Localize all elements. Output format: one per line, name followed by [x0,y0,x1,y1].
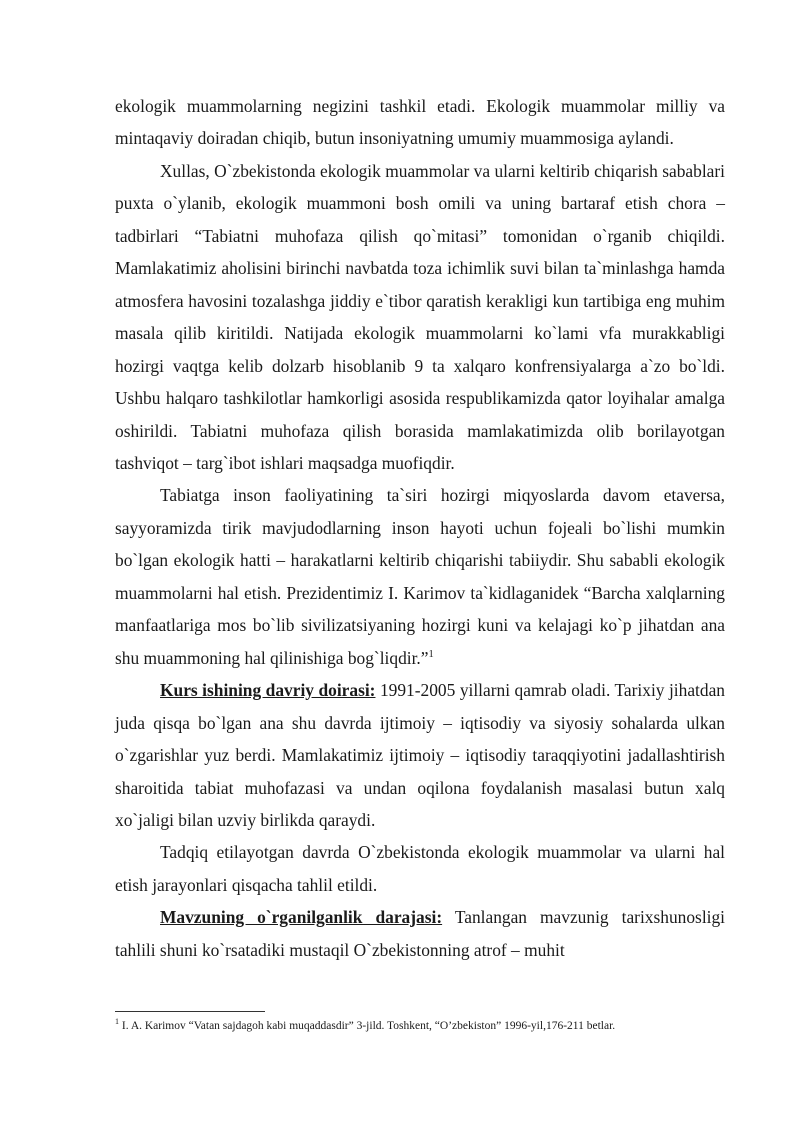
section-heading-study-level: Mavzuning o`rganilganlik darajasi: [160,907,443,928]
paragraph-1-text: ekologik muammolarning negizini tashkil etadi. Ekologik muammolar milliy va mintaqaviy doiradan chiqib, butun insoniyatning umumiy muammosiga aylandi. [115,96,725,149]
body-text [115,90,725,966]
paragraph-3 [115,479,725,674]
footnote-reference: 1 [428,648,434,660]
paragraph-6 [115,901,725,966]
paragraph-2-text: Xullas, O`zbekistonda ekologik muammolar va ularni keltirib chiqarish sabablari puxta o`ylanib, ekologik muammoni bosh omili va uning bartaraf etish chora – tadbirlari “Tabiatni muhofaza qilish qo`mitasi” tomonidan o`rganib chiqildi. Mamlakatimiz aholisini birinchi navbatda toza ichimlik suvi bilan ta`minlashga hamda atmosfera havosini tozalashga jiddiy e`tibor qaratish kerakligi kun tartibiga eng muhim masala qilib kiritildi. Natijada ekologik muammolarni ko`lami vfa murakkabligi hozirgi vaqtga kelib dolzarb hisoblanib 9 ta xalqaro konfrensiyalarga a`zo bo`ldi. Ushbu halqaro tashkilotlar hamkorligi asosida respublikamizda qator loyihalar amalga oshirildi. Tabiatni muhofaza qilish borasida mamlakatimizda olib borilayotgan tashviqot – targ`ibot ishlari maqsadga muofiqdir. [115,160,725,473]
footnote-number: 1 [115,1017,119,1027]
footnote [115,1018,755,1034]
paragraph-2 [115,155,725,480]
paragraph-5 [115,836,725,901]
paragraph-1 [115,90,725,155]
paragraph-4-text: 1991-2005 yillarni qamrab oladi. Tarixiy jihatdan juda qisqa bo`lgan ana shu davrda ijtimoiy – iqtisodiy va siyosiy sohalarda ulkan o`zgarishlar yuz berdi. Mamlakatimiz ijtimoiy – iqtisodiy taraqqiyotini jadallashtirish sharoitida tabiat muhofazasi va undan oqilona foydalanish masalasi butun xalq xo`jaligi bilan uzviy birlikda qaraydi. [115,680,725,830]
footnote-text: I. A. Karimov “Vatan sajdagoh kabi muqaddasdir” 3-jild. Toshkent, “O’zbekiston” 1996-yil,176-211 betlar. [119,1020,616,1032]
paragraph-3-text: Tabiatga inson faoliyatining ta`siri hozirgi miqyoslarda davom etaversa, sayyoramizda tirik mavjudodlarning inson hayoti uchun fojeali bo`lishi mumkin bo`lgan ekologik hatti – harakatlarni keltirib chiqarishi tabiiydir. Shu sababli ekologik muammolarni hal etish. Prezidentimiz I. Karimov ta`kidlaganidek “Barcha xalqlarning manfaatlariga mos bo`lib sivilizatsiyaning hozirgi kuni va kelajagi ko`p jihatdan ana shu muammoning hal qilinishiga bog`liqdir.” [115,485,725,668]
paragraph-5-text: Tadqiq etilayotgan davrda O`zbekistonda ekologik muammolar va ularni hal etish jarayonlari qisqacha tahlil etildi. [115,842,725,895]
footnote-separator [115,1011,265,1012]
paragraph-6-text: Tanlangan mavzunig tarixshunosligi tahlili shuni ko`rsatadiki mustaqil O`zbekistonning atrof – muhit [115,907,726,960]
paragraph-4 [115,674,725,836]
section-heading-period: Kurs ishining davriy doirasi: [160,680,376,701]
